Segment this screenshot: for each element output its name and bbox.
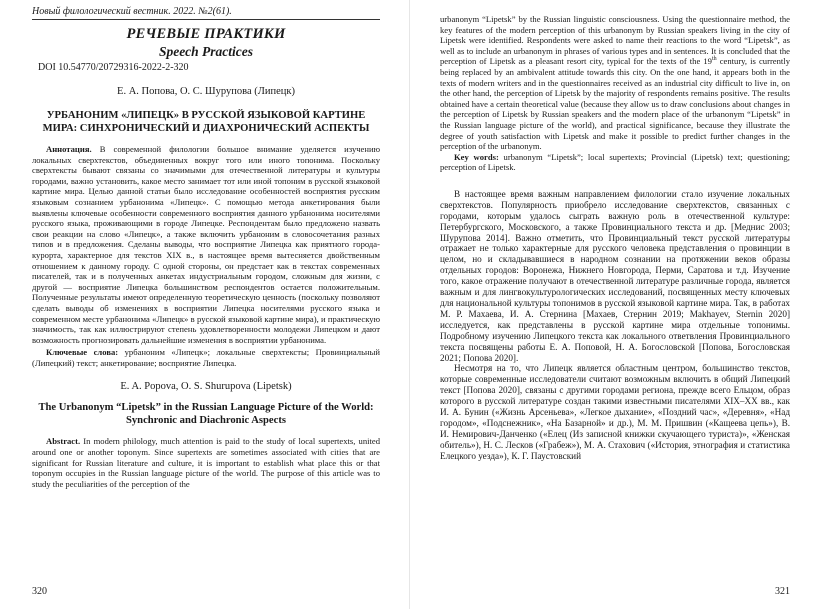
section-title-ru: РЕЧЕВЫЕ ПРАКТИКИ	[126, 26, 286, 42]
header-rule	[32, 19, 380, 20]
abstract-ru-text: В современной филологии большое внимание уделяется изучению локальных сверхтекстов, объединенных вокруг того или иного топонима. Поскольку сверхтексты бывают связаны со значимыми для отечественной литературы и культуры городами, важно установить, какое место занимает тот или иной топоним в русской языковой картине мира. Целью данной статьи было исследование особенностей восприятия русским языковым сознанием урбанонима «Липецк». С помощью метода анкетирования были выявлены ключевые особенности современного восприятия данного урбанонима носителями русского языка, проживающими в городе Липецке. Респондентам было предложено назвать свои реакции на слово «Липецк», а также включить урбаноним в словосочетания разных типов и в предложения. Сделаны выводы, что восприятие Липецка как приятного города-курорта, характерное для текстов XIX в., в настоящее время вытесняется двойственным отношением к данному городу. С одной стороны, он предстает как в текстах современных писателей, так и в полученных анкетах индустриальным городом, сложным для жизни, с другой — восприятие Липецка большинством респондентов остается положительным. Полученные результаты имеют определенную теоретическую ценность (поскольку позволяют сделать выводы об изменениях в восприятии Липецка носителями русского языка и современном месте урбанонима «Липецк» в русской языковой картине мира), и практическую значимость, так как иллюстрируют степень удовлетворенности молодежи Липецком и дают возможность прогнозировать дальнейшие изменения в восприятии урбанонима.	[32, 144, 380, 345]
article-title-ru: УРБАНОНИМ «ЛИПЕЦК» В РУССКОЙ ЯЗЫКОВОЙ КАРТИНЕ МИРА: СИНХРОНИЧЕСКИЙ И ДИАХРОНИЧЕСКИЙ АСПЕКТЫ	[42, 110, 370, 134]
section-title-en: Speech Practices	[158, 44, 254, 59]
body-paragraph-2: Несмотря на то, что Липецк является областным центром, большинство текстов, которые современные исследователи считают возможным включить в общий Липецкий текст [Попова 2020], связаны с другими городами региона, прежде всего Ельцом, образ которого в русской литературе создан такими известными писателями XIX–XX вв., как И. А. Бунин («Жизнь Арсеньева», «Легкое дыхание», «Поздний час», «Деревня», «Над городом», «Подснежник», «На Базарной» и др.), М. М. Пришвин («Кащеева цепь»), В. И. Немирович-Данченко («Елец (Из записной книжки скучающего туриста)», «Женская обитель»), Н. С. Лесков («Грабеж»), М. А. Стахович («История, этнография и статистика Елецкого уезда»), К. Г. Паустовский	[440, 363, 790, 461]
abstract-en-cont-a: urbanonym “Lipetsk” by the Russian linguistic consciousness. Using the questionnaire method, the key features of the modern perception of this urbanonym by Russian speakers living in the city of Lipetsk were identified. Respondents were asked to name their reactions to the word “Lipetsk”, as well as to include an urbanonym in phrases of various types and in sentences. It is concluded that the perception of Lipetsk as a pleasant resort city, typical for the texts of the 19	[440, 14, 790, 67]
authors-ru: Е. А. Попова, О. С. Шурупова (Липецк)	[117, 86, 295, 97]
keywords-ru-label: Ключевые слова:	[46, 347, 119, 358]
abstract-en-continued	[440, 14, 790, 152]
abstract-en-cont-b: century, is currently being replaced by an ambivalent attitude towards this city. On the one hand, it appears both in the texts of modern writers and in the questionnaires received as an industrial city difficult to live in, on the other hand, the perception of Lipetsk by the majority of respondents remains positive. The results obtained have a certain theoretical value (because they allow us to draw conclusions about changes in the perception of Lipetsk by Russian speakers and the modern place of the urbanonym “Lipetsk” in the Russian language picture of the world), and practical significance, because they illustrate the degree of youth satisfaction with Lipetsk and make it possible to predict further changes in the perception of the urbanonym.	[440, 56, 790, 152]
doi: DOI 10.54770/20729316-2022-2-320	[38, 62, 189, 73]
body-paragraph-1: В настоящее время важным направлением филологии стало изучение локальных сверхтекстов. Популярность приобрело исследование сверхтекстов, связанных с городами, которым удалось сыграть важную роль в отечественной культуре: Петербургского, Московского, а также Провинциального текста и др. [Меднис 2003; Шурупова 2014]. Важно отметить, что Провинциальный текст русской литературы отражает не только характерные для русского человека представления о провинции в целом, но и складывавшиеся в народном сознании на протяжении веков образы отдельных городов: Воронежа, Нижнего Новгорода, Перми, Саратова и т.д. Изучение того, какое отражение получают в отечественной литературе различные города, является важным и для лингвокультурологических исследований, посвященных месту ключевых для национальной культуры топонимов в русской языковой картине мира. Так, в работах М. Р. Махаева, И. А. Стернина [Махаев, Стернин 2019; Makhayev, Sternin 2020] исследуется, как представлены в русской картине мира отдельные топонимы. Подробному изучению Липецкого текста как локального ответвления Провинциального текста посвящены работы Е. А. Поповой, Н. А. Богословской [Попова, Богословская 2021; Попова 2020].	[440, 188, 790, 363]
keywords-en-label: Key words:	[454, 151, 499, 162]
abstract-ru	[32, 144, 380, 345]
running-head: Новый филологический вестник. 2022. №2(61).	[32, 6, 232, 17]
right-page	[410, 0, 820, 609]
keywords-en	[440, 152, 790, 173]
abstract-ru-label: Аннотация.	[46, 144, 92, 154]
keywords-ru	[32, 347, 380, 368]
article-title-en: The Urbanonym “Lipetsk” in the Russian Language Picture of the World: Synchronic and Diachronic Aspects	[38, 402, 374, 426]
abstract-en-text: In modern philology, much attention is paid to the study of local supertexts, united around one or another toponym. Since supertexts are sometimes associated with cities that are significant for Russian literature and culture, it is important to establish what place this or that toponym occupies in the Russian language picture of the world. The purpose of this article was to study the peculiarities of the perception of the	[32, 436, 380, 489]
keywords-ru-text: урбаноним «Липецк»; локальные сверхтексты; Провинциальный (Липецкий) текст; анкетирование; восприятие Липецка.	[32, 347, 380, 368]
keywords-en-text: urbanonym “Lipetsk”; local supertexts; Provincial (Lipetsk) text; questioning; perception of Lipetsk.	[440, 151, 791, 173]
page-number-left: 320	[32, 586, 47, 597]
authors-en: E. A. Popova, O. S. Shurupova (Lipetsk)	[120, 381, 292, 393]
superscript-th: th	[711, 56, 717, 63]
abstract-en-label: Abstract.	[46, 436, 81, 447]
abstract-en	[32, 436, 380, 489]
page-number-right: 321	[775, 586, 790, 597]
